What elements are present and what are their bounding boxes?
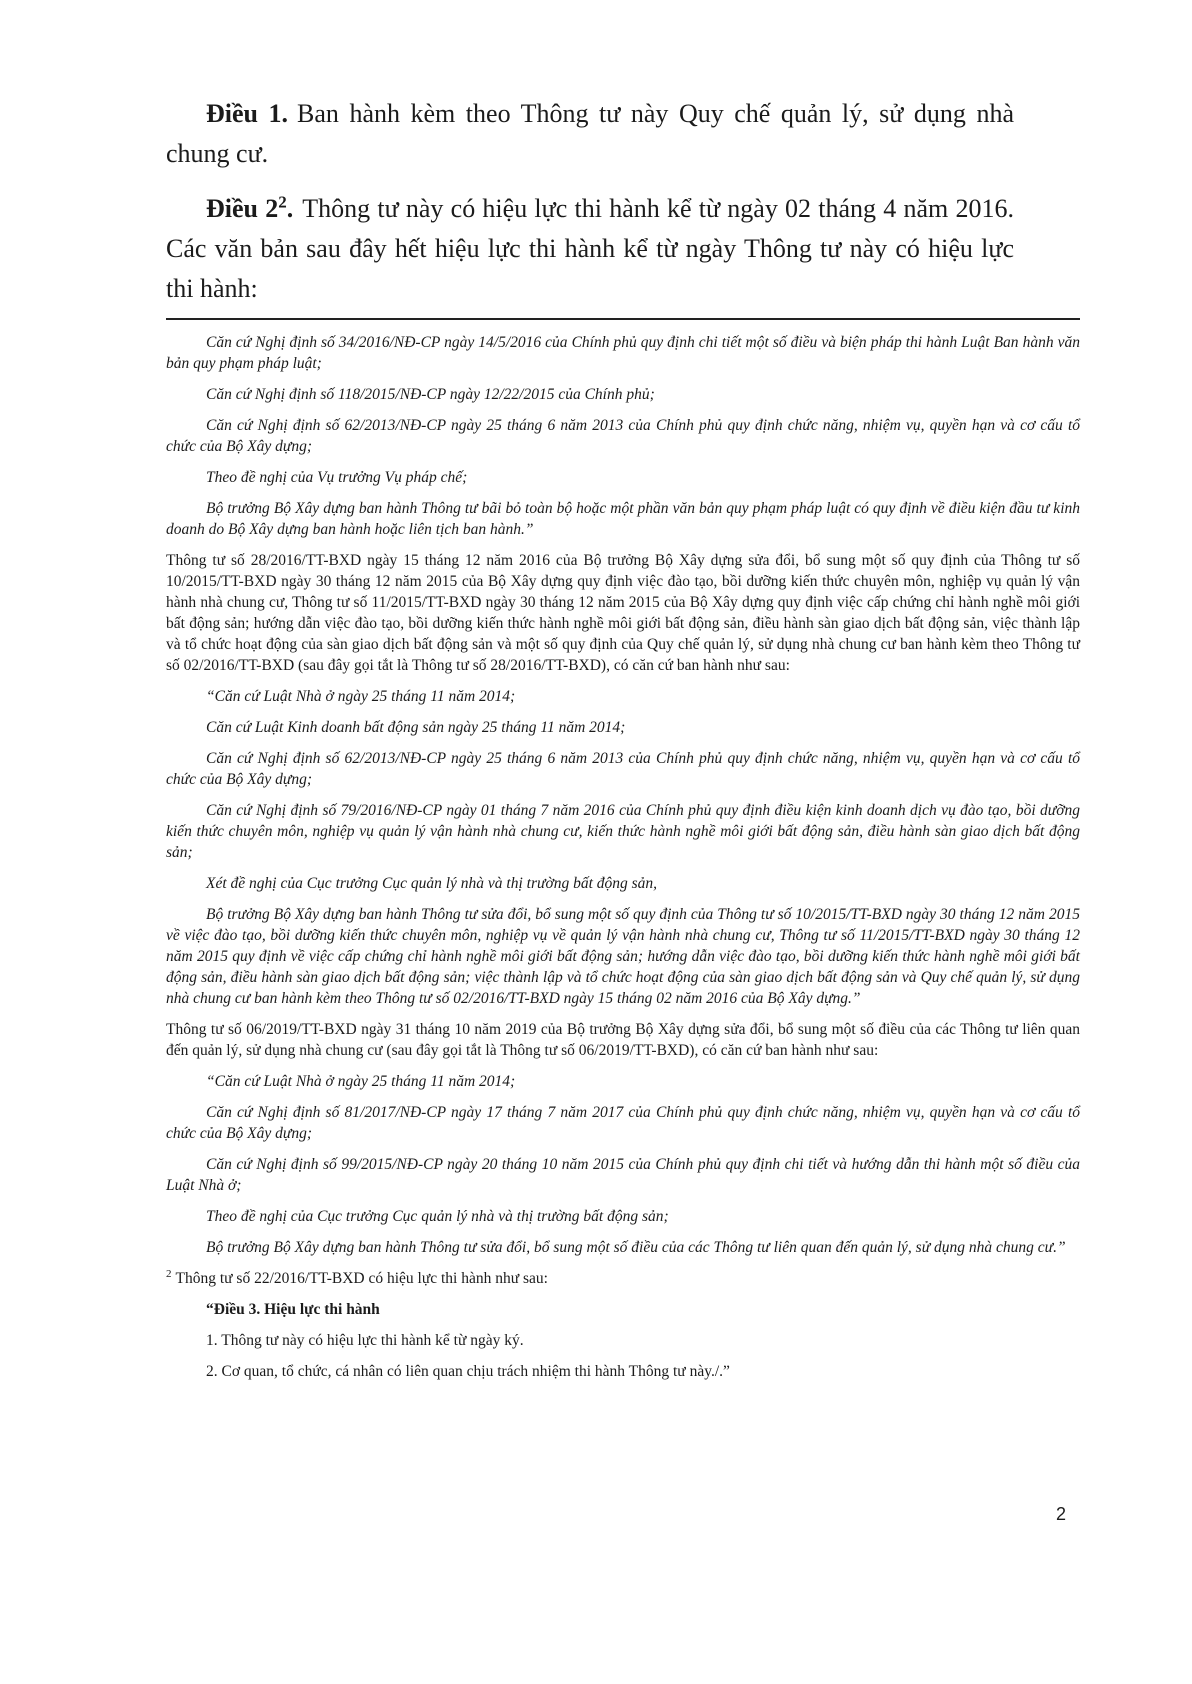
footnote-2-intro-text: Thông tư số 22/2016/TT-BXD có hiệu lực thi hành như sau:: [175, 1270, 548, 1287]
footnote-separator-line: [166, 318, 1080, 320]
footnote-paragraph: Căn cứ Nghị định số 99/2015/NĐ-CP ngày 20 tháng 10 năm 2015 của Chính phủ quy định chi tiết và hướng dẫn thi hành một số điều của Luật Nhà ở;: [166, 1156, 1080, 1194]
article-2-paragraph: [166, 189, 1014, 309]
article-2-footnote-ref: 2: [278, 192, 287, 212]
footnote-paragraph: Căn cứ Luật Kinh doanh bất động sản ngày 25 tháng 11 năm 2014;: [206, 719, 626, 736]
footnote-paragraph: Căn cứ Nghị định số 62/2013/NĐ-CP ngày 25 tháng 6 năm 2013 của Chính phủ quy định chức năng, nhiệm vụ, quyền hạn và cơ cấu tổ chức của Bộ Xây dựng;: [166, 417, 1080, 455]
main-text-block: [166, 94, 1014, 324]
footnote-paragraph: “Điều 3. Hiệu lực thi hành: [206, 1301, 380, 1318]
article-2-body: Thông tư này có hiệu lực thi hành kể từ ngày 02 tháng 4 năm 2016. Các văn bản sau đây hết hiệu lực thi hành kể từ ngày Thông tư này có hiệu lực thi hành:: [166, 194, 1014, 303]
article-1-paragraph: [166, 94, 1014, 174]
footnote-paragraph: Căn cứ Nghị định số 81/2017/NĐ-CP ngày 17 tháng 7 năm 2017 của Chính phủ quy định chức năng, nhiệm vụ, quyền hạn và cơ cấu tổ chức của Bộ Xây dựng;: [166, 1104, 1080, 1142]
footnote-paragraph: Căn cứ Nghị định số 79/2016/NĐ-CP ngày 01 tháng 7 năm 2016 của Chính phủ quy định điều kiện kinh doanh dịch vụ đào tạo, bồi dưỡng kiến thức chuyên môn, nghiệp vụ quản lý vận hành nhà chung cư, kiến thức hành nghề môi giới bất động sản, điều hành sàn giao dịch bất động sản;: [166, 802, 1080, 861]
footnote-paragraph: Thông tư số 06/2019/TT-BXD ngày 31 tháng 10 năm 2019 của Bộ trưởng Bộ Xây dựng sửa đổi, bổ sung một số điều của các Thông tư liên quan đến quản lý, sử dụng nhà chung cư (sau đây gọi tắt là Thông tư số 06/2019/TT-BXD), có căn cứ ban hành như sau:: [166, 1021, 1080, 1059]
footnote-2-intro: [166, 1268, 1080, 1289]
footnote-paragraph: Thông tư số 28/2016/TT-BXD ngày 15 tháng 12 năm 2016 của Bộ trưởng Bộ Xây dựng sửa đổi, bổ sung một số quy định của Thông tư số 10/2015/TT-BXD ngày 30 tháng 12 năm 2015 của Bộ Xây dựng quy định việc đào tạo, bồi dưỡng kiến thức chuyên môn, nghiệp vụ quản lý vận hành nhà chung cư, Thông tư số 11/2015/TT-BXD ngày 30 tháng 12 năm 2015 của Bộ Xây dựng quy định việc cấp chứng chỉ hành nghề môi giới bất động sản; hướng dẫn việc đào tạo, bồi dưỡng kiến thức hành nghề môi giới bất động sản, điều hành sàn giao dịch bất động sản, việc thành lập và tổ chức hoạt động của sàn giao dịch bất động sản và một số quy định của Quy chế quản lý, sử dụng nhà chung cư ban hành kèm theo Thông tư số 02/2016/TT-BXD (sau đây gọi tắt là Thông tư số 28/2016/TT-BXD), có căn cứ ban hành như sau:: [166, 552, 1080, 674]
footnote-paragraph: “Căn cứ Luật Nhà ở ngày 25 tháng 11 năm 2014;: [206, 1073, 516, 1090]
footnote-paragraph: Theo đề nghị của Cục trưởng Cục quản lý nhà và thị trường bất động sản;: [206, 1208, 669, 1225]
footnote-paragraph: Theo đề nghị của Vụ trưởng Vụ pháp chế;: [206, 469, 468, 486]
footnote-section: [166, 318, 1080, 1392]
footnote-2-marker: 2: [166, 1267, 172, 1280]
article-1-body: Ban hành kèm theo Thông tư này Quy chế quản lý, sử dụng nhà chung cư.: [166, 99, 1014, 168]
footnote-paragraph: Bộ trưởng Bộ Xây dựng ban hành Thông tư sửa đổi, bổ sung một số quy định của Thông tư số 10/2015/TT-BXD ngày 30 tháng 12 năm 2015 về việc đào tạo, bồi dưỡng kiến thức chuyên môn, nghiệp vụ về quản lý vận hành nhà chung cư, Thông tư số 11/2015/TT-BXD ngày 30 tháng 12 năm 2015 quy định về việc cấp chứng chỉ hành nghề môi giới bất động sản; hướng dẫn việc đào tạo, bồi dưỡng kiến thức hành nghề môi giới bất động sản, điều hành sàn giao dịch bất động sản; việc thành lập và tổ chức hoạt động của sàn giao dịch bất động sản và Quy chế quản lý, sử dụng nhà chung cư ban hành kèm theo Thông tư số 02/2016/TT-BXD ngày 15 tháng 02 năm 2016 của Bộ Xây dựng.”: [166, 906, 1080, 1007]
article-1-label: Điều 1.: [206, 99, 289, 128]
footnote-paragraph: Căn cứ Nghị định số 62/2013/NĐ-CP ngày 25 tháng 6 năm 2013 của Chính phủ quy định chức năng, nhiệm vụ, quyền hạn và cơ cấu tổ chức của Bộ Xây dựng;: [166, 750, 1080, 788]
article-2-label-period: .: [286, 194, 294, 223]
footnote-paragraph: Bộ trưởng Bộ Xây dựng ban hành Thông tư bãi bỏ toàn bộ hoặc một phần văn bản quy phạm pháp luật có quy định về điều kiện đầu tư kinh doanh do Bộ Xây dựng ban hành hoặc liên tịch ban hành.”: [166, 500, 1080, 538]
footnote-text: [166, 332, 1080, 1382]
footnote-paragraph: Xét đề nghị của Cục trưởng Cục quản lý nhà và thị trường bất động sản,: [206, 875, 658, 892]
footnote-paragraph: “Căn cứ Luật Nhà ở ngày 25 tháng 11 năm 2014;: [206, 688, 516, 705]
footnote-paragraph: 1. Thông tư này có hiệu lực thi hành kể từ ngày ký.: [206, 1332, 524, 1349]
footnote-paragraph: Căn cứ Nghị định số 118/2015/NĐ-CP ngày 12/22/2015 của Chính phủ;: [206, 386, 655, 403]
footnote-paragraph: Căn cứ Nghị định số 34/2016/NĐ-CP ngày 14/5/2016 của Chính phủ quy định chi tiết một số điều và biện pháp thi hành Luật Ban hành văn bản quy phạm pháp luật;: [166, 334, 1080, 372]
page-number: 2: [1056, 1504, 1067, 1524]
footnote-paragraph: Bộ trưởng Bộ Xây dựng ban hành Thông tư sửa đổi, bổ sung một số điều của các Thông tư liên quan đến quản lý, sử dụng nhà chung cư.”: [206, 1239, 1066, 1256]
footnote-paragraph: 2. Cơ quan, tổ chức, cá nhân có liên quan chịu trách nhiệm thi hành Thông tư này./.”: [206, 1363, 730, 1380]
article-2-label: Điều 2: [206, 194, 279, 223]
